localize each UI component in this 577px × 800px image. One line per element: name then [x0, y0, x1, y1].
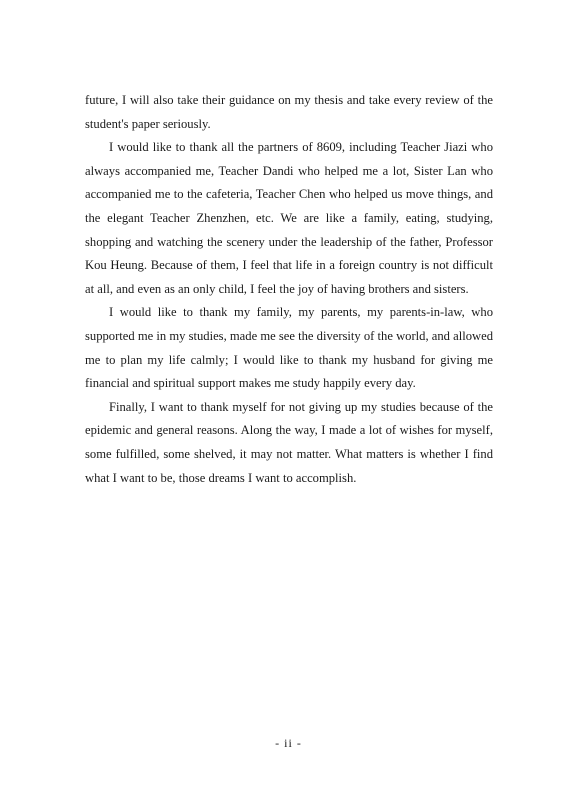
paragraph-thanks-family: I would like to thank my family, my parents, my parents-in-law, who supported me in my studies, made me see the diversity of the world, and allowed me to plan my life calmly; I would like to thank my husband for giving me financial and spiritual support makes me study happily every day. [85, 305, 493, 391]
page-number: - ii - [275, 736, 302, 750]
paragraph-continuation: future, I will also take their guidance on my thesis and take every review of the student's paper seriously. [85, 93, 493, 131]
acknowledgement-body [85, 89, 493, 490]
paragraph-thanks-self: Finally, I want to thank myself for not giving up my studies because of the epidemic and general reasons. Along the way, I made a lot of wishes for myself, some fulfilled, some shelved, it may not matter. What matters is whether I find what I want to be, those dreams I want to accomplish. [85, 399, 493, 485]
paragraph-thanks-partners: I would like to thank all the partners of 8609, including Teacher Jiazi who always accompanied me, Teacher Dandi who helped me a lot, Sister Lan who accompanied me to the cafeteria, Teacher Chen who helped us move things, and the elegant Teacher Zhenzhen, etc. We are like a family, eating, studying, shopping and watching the scenery under the leadership of the father, Professor Kou Heung. Because of them, I feel that life in a foreign country is not difficult at all, and even as an only child, I feel the joy of having brothers and sisters. [85, 140, 493, 296]
